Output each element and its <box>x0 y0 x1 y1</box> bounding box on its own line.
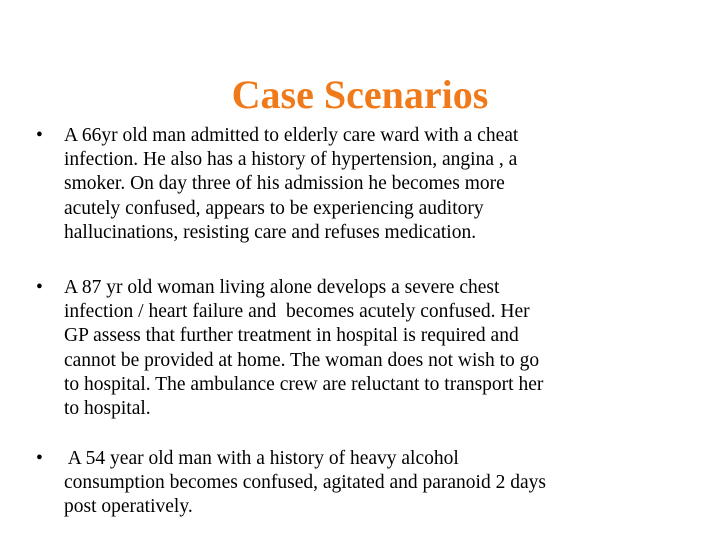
bullet-item <box>36 447 676 520</box>
bullet-line: consumption becomes confused, agitated and paranoid 2 days <box>64 472 546 494</box>
bullet-text <box>64 276 676 421</box>
slide-title: Case Scenarios <box>231 72 489 117</box>
bullet-text <box>64 447 676 520</box>
bullet-dot-icon: • <box>36 125 43 146</box>
bullet-line: acutely confused, appears to be experiencing auditory <box>64 197 484 219</box>
bullet-line: to hospital. The ambulance crew are reluctant to transport her <box>64 373 544 395</box>
bullet-dot-icon: • <box>36 448 43 469</box>
bullet-line: cannot be provided at home. The woman does not wish to go <box>64 349 540 371</box>
bullet-line: post operatively. <box>64 496 193 518</box>
bullet-line: A 66yr old man admitted to elderly care ward with a cheat <box>64 125 519 146</box>
bullet-line: GP assess that further treatment in hospital is required and <box>64 325 519 347</box>
bullet-text <box>64 124 676 245</box>
bullet-line: to hospital. <box>64 398 151 420</box>
bullet-line: infection / heart failure and becomes acutely confused. Her <box>64 301 530 323</box>
bullet-line: A 54 year old man with a history of heavy alcohol <box>64 448 459 469</box>
bullet-dot-icon: • <box>36 277 43 298</box>
bullet-item <box>36 276 676 421</box>
bullet-item <box>36 124 676 245</box>
bullet-line: A 87 yr old woman living alone develops a severe chest <box>64 277 500 298</box>
bullet-line: hallucinations, resisting care and refuses medication. <box>64 221 477 243</box>
bullet-line: infection. He also has a history of hypertension, angina , a <box>64 149 518 171</box>
bullet-line: smoker. On day three of his admission he becomes more <box>64 173 505 195</box>
